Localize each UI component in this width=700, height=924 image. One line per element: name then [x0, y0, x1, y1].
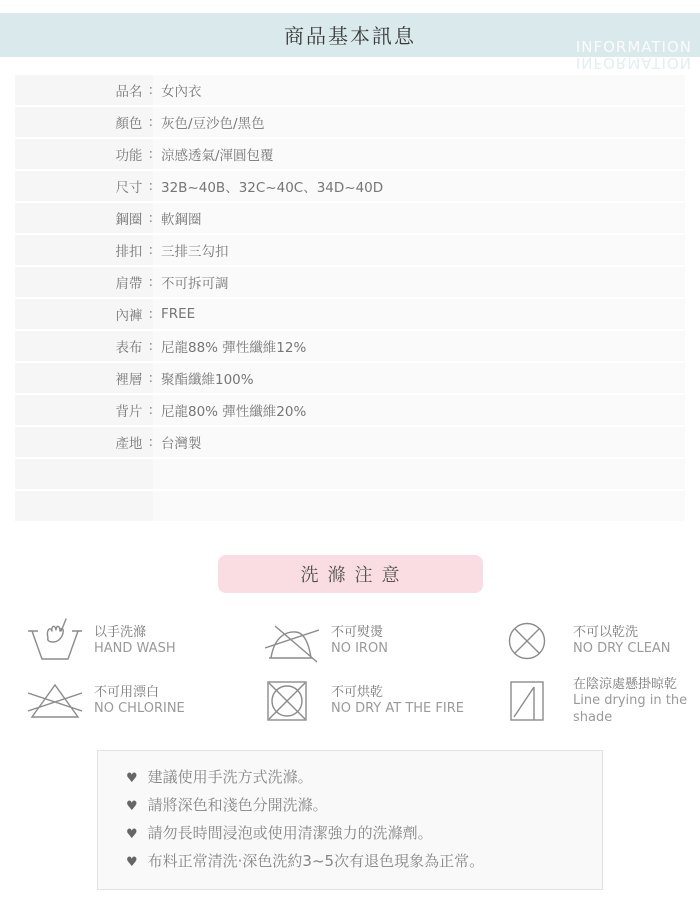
- tips-box: [97, 750, 603, 890]
- row-label: 背片: [115, 404, 143, 420]
- table-row: [15, 235, 685, 267]
- tip-line: [126, 764, 592, 792]
- no-tumble-dry-icon: [265, 679, 321, 723]
- care-label-en: NO CHLORINE: [94, 701, 185, 717]
- tip-text: 布料正常清洗·深色洗約3~5次有退色現象為正常。: [147, 851, 485, 870]
- care-item-hand-wash: [28, 618, 265, 664]
- row-value: 不可拆可調: [153, 267, 685, 297]
- care-label-zh: 不可烘乾: [331, 685, 384, 701]
- information-watermark-reflection: INFORMATION: [575, 54, 692, 72]
- heart-bullet-icon: ♥: [126, 770, 138, 786]
- row-colon: :: [148, 210, 153, 226]
- row-value: 台灣製: [153, 427, 685, 457]
- care-label-zh: 不可熨燙: [331, 624, 384, 640]
- wash-section-title: 洗滌注意: [218, 555, 483, 593]
- page-title: 商品基本訊息: [284, 24, 416, 48]
- table-row: [15, 427, 685, 459]
- care-label-en: NO DRY AT THE FIRE: [331, 701, 464, 717]
- row-label: 功能: [115, 148, 143, 164]
- table-row-empty: [15, 491, 685, 523]
- tip-text: 建議使用手洗方式洗滌。: [147, 767, 313, 786]
- information-watermark: INFORMATION: [575, 38, 692, 56]
- tip-line: [126, 792, 592, 820]
- table-row: [15, 395, 685, 427]
- row-colon: :: [148, 434, 153, 450]
- row-label: 鋼圈: [115, 212, 143, 228]
- table-row: [15, 203, 685, 235]
- row-label: 表布: [115, 340, 143, 356]
- care-label-zh: 不可以乾洗: [573, 624, 639, 640]
- row-value: 軟鋼圈: [153, 203, 685, 233]
- row-colon: :: [148, 114, 153, 130]
- row-value: 聚酯纖維100%: [153, 363, 685, 393]
- care-label-zh: 不可用漂白: [94, 685, 160, 701]
- care-icons-grid: [0, 618, 700, 726]
- tip-text: 請將深色和淺色分開洗滌。: [147, 795, 328, 814]
- heart-bullet-icon: ♥: [126, 798, 138, 814]
- table-row: [15, 267, 685, 299]
- row-value: 尼龍80% 彈性纖維20%: [153, 395, 685, 425]
- row-colon: :: [148, 370, 153, 386]
- table-row: [15, 331, 685, 363]
- care-item-no-tumble-dry: [265, 677, 507, 726]
- no-chlorine-icon: [28, 681, 84, 721]
- care-item-no-dry-clean: [507, 618, 700, 664]
- table-row: [15, 75, 685, 107]
- care-label-en: NO DRY CLEAN: [573, 641, 671, 656]
- row-value: 灰色/豆沙色/黑色: [153, 107, 685, 137]
- care-item-no-iron: [265, 618, 507, 664]
- tip-line: [126, 820, 592, 848]
- row-label: 肩帶: [115, 276, 143, 292]
- table-row: [15, 363, 685, 395]
- header-band: [0, 13, 700, 72]
- row-colon: :: [148, 338, 153, 354]
- heart-bullet-icon: ♥: [126, 854, 138, 870]
- table-row: [15, 171, 685, 203]
- care-label-en: HAND WASH: [94, 641, 176, 656]
- no-iron-icon: [265, 618, 321, 664]
- care-item-no-chlorine: [28, 677, 265, 726]
- care-label-zh: 在陰涼處懸掛晾乾: [573, 677, 678, 692]
- product-spec-table: [15, 75, 685, 523]
- no-dry-clean-icon: [507, 621, 563, 661]
- tip-line: [126, 848, 592, 876]
- heart-bullet-icon: ♥: [126, 826, 138, 842]
- care-label-zh: 以手洗滌: [94, 624, 147, 640]
- row-colon: :: [148, 178, 153, 194]
- page: [0, 13, 700, 890]
- row-colon: :: [148, 82, 153, 98]
- row-value: 女內衣: [153, 75, 685, 105]
- hand-wash-icon: [28, 618, 84, 664]
- care-item-shade-dry: [507, 677, 700, 726]
- care-label-en: NO IRON: [331, 641, 388, 656]
- row-label: 產地: [115, 436, 143, 452]
- row-value: FREE: [153, 299, 685, 329]
- row-label: 品名: [115, 84, 143, 100]
- row-label: 顏色: [115, 116, 143, 132]
- row-colon: :: [148, 242, 153, 258]
- row-label: 排扣: [115, 244, 143, 260]
- shade-dry-icon: [507, 679, 563, 723]
- row-colon: :: [148, 146, 153, 162]
- row-value: 三排三勾扣: [153, 235, 685, 265]
- row-value: 尼龍88% 彈性纖維12%: [153, 331, 685, 361]
- table-row: [15, 139, 685, 171]
- row-colon: :: [148, 306, 153, 322]
- row-label: 裡層: [115, 372, 143, 388]
- row-label: 內褲: [115, 308, 143, 324]
- table-row: [15, 107, 685, 139]
- tip-text: 請勿長時間浸泡或使用清潔強力的洗滌劑。: [147, 823, 433, 842]
- table-row: [15, 299, 685, 331]
- care-label-en: Line drying in the shade: [573, 693, 688, 725]
- row-label: 尺寸: [115, 180, 143, 196]
- row-value: 涼感透氣/渾圓包覆: [153, 139, 685, 169]
- table-row-empty: [15, 459, 685, 491]
- row-value: 32B~40B、32C~40C、34D~40D: [153, 171, 685, 201]
- row-colon: :: [148, 274, 153, 290]
- row-colon: :: [148, 402, 153, 418]
